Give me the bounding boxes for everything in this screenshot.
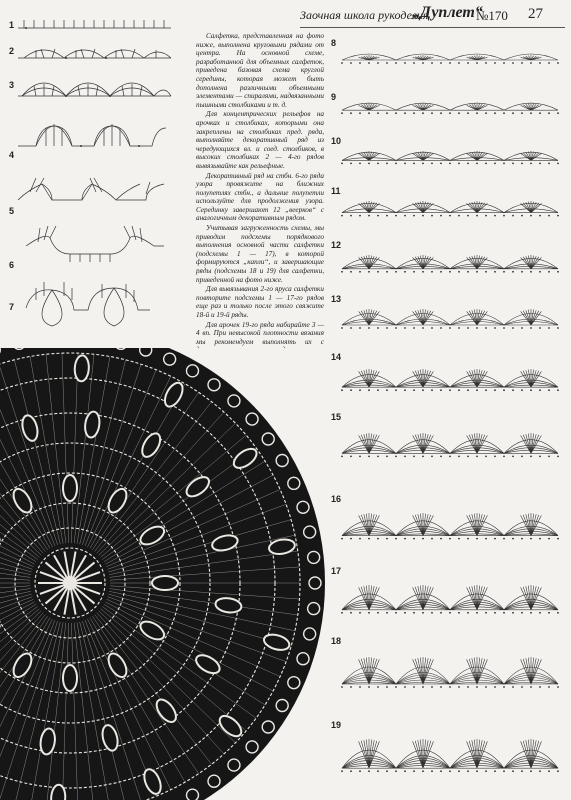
chart-row-diagram [341, 54, 559, 64]
chart-row-number: 13 [331, 294, 342, 304]
left-charts [6, 10, 181, 330]
page-header [300, 4, 565, 26]
chart-row-diagram [341, 585, 559, 614]
chart-row-diagram [341, 739, 559, 772]
chart-row-diagram [341, 657, 559, 688]
chart-row-number: 8 [331, 38, 337, 48]
header-school: Заочная школа рукоделия [300, 8, 429, 22]
chart-row-number: 10 [331, 136, 342, 146]
chart-row-number: 19 [331, 720, 342, 730]
header-brand: „Дуплет“ [412, 4, 483, 21]
article-text [196, 32, 324, 352]
chart-row-number: 3 [9, 80, 15, 90]
chart-row-diagram [341, 255, 559, 273]
chart-row-diagram [341, 513, 559, 540]
chart-row-number: 4 [9, 150, 15, 160]
chart-row-diagram [341, 103, 559, 114]
right-charts-svg [330, 32, 565, 794]
chart-row-number: 7 [9, 302, 15, 312]
header-rule [300, 27, 565, 28]
chart-row-number: 5 [9, 206, 15, 216]
chart-row-diagram [341, 309, 559, 329]
chart-row-number: 17 [331, 566, 342, 576]
chart-row-number: 6 [9, 260, 15, 270]
chart-row-diagram [341, 201, 559, 217]
chart-row-diagram [341, 369, 559, 391]
paragraph: Для концентрических рельефов на арочках и столбиках, которыми она закреплены на столбиках пред. ряда, выполняйте декоративный ряд из чередующихся вл. и соед. столбиков, в высоких столбиках 2 — 4-го рядов вывязывайте как рельефные. [196, 110, 324, 170]
chart-row-number: 11 [331, 186, 341, 196]
chart-row-number: 18 [331, 636, 342, 646]
chart-row-number: 14 [331, 352, 342, 362]
paragraph: Для арочек 19-го ряда набирайте 3 — 4 вп. При невысокой плотности вязания мы рекомендуем выполнять их с [196, 320, 324, 346]
chart-row-number: 16 [331, 494, 342, 504]
paragraph: Салфетка, представленная на фото ниже, выполнена круговыми рядами от центра. На основной схеме, разработанной для объемных салфеток, приведена базовая схема круглой середины, которая может быть дополнена различными объемными элементами — спиралями, надвязанными пышными столбиками и т. д. [196, 32, 324, 109]
page-number: 27 [528, 6, 543, 22]
chart-row-number: 15 [331, 412, 342, 422]
right-charts [330, 32, 565, 794]
chart-row-diagram [341, 151, 559, 164]
chart-row-diagram [341, 433, 559, 457]
paragraph: Декоративный ряд на стбн. 6-го ряда узора провяжите на ближних полупетлях стбн., а дальние полупетли используйте для продолжения узора. Серединку завершают 12 „веерков“ с аналогичным декоративным рядом. [196, 171, 324, 223]
chart-row-number: 12 [331, 240, 342, 250]
left-charts-svg [6, 10, 181, 330]
chart-row-number: 1 [9, 20, 15, 30]
paragraph: Учитывая загруженность схемы, мы приводим подсхемы порядкового выполнения основной части салфетки (подсхемы 1 — 17), в которой формируются „капли“, и завершающие ряды (подсхемы 18 и 19) для салфетки, приведенной на фото ниже. [196, 224, 324, 284]
doily-photo [0, 348, 330, 800]
paragraph: Для вывязывания 2-го яруса салфетки повторите подсхемы 1 — 17-го рядов еще раз и только после этого свяжите 18-й и 19-й ряды. [196, 285, 324, 319]
chart-row-number: 9 [331, 92, 337, 102]
header-issue: №170 [476, 8, 508, 23]
chart-row-number: 2 [9, 46, 15, 56]
doily-image [0, 348, 330, 800]
